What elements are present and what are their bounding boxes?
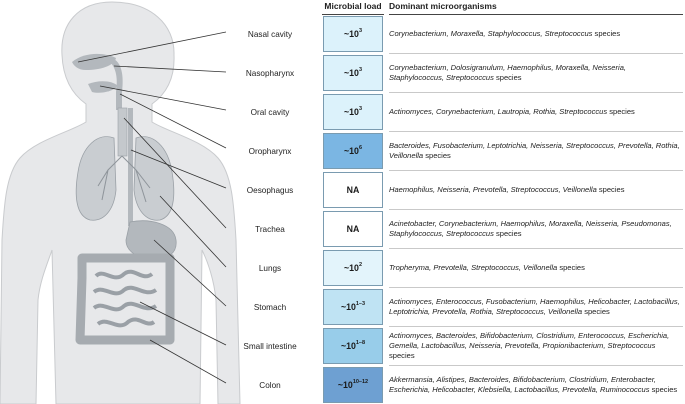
load-value: ~10 xyxy=(344,29,359,39)
row-divider xyxy=(389,209,683,210)
header-underline-organisms xyxy=(389,14,683,15)
organ-label-nasopharynx: Nasopharynx xyxy=(245,68,295,78)
microorganisms-small-intestine xyxy=(389,328,683,364)
load-value: NA xyxy=(346,185,360,195)
load-exponent: 3 xyxy=(358,67,362,73)
microorganisms-text xyxy=(389,63,683,83)
oesophagus-shape xyxy=(128,108,133,226)
species-suffix: species xyxy=(596,185,625,194)
microorganisms-text xyxy=(389,29,620,39)
load-value: NA xyxy=(346,224,360,234)
load-value: ~10 xyxy=(344,263,359,273)
microorganisms-text xyxy=(389,331,683,361)
genus-list: Bacteroides, Fusobacterium, Leptotrichia, Neisseria, Streptococcus, Prevotella, Rothia, Veillonella xyxy=(389,141,680,160)
load-exponent: 6 xyxy=(358,145,362,151)
microbial-load-nasopharynx xyxy=(323,55,383,91)
load-value: ~10 xyxy=(340,302,356,312)
genus-list: Actinomyces, Corynebacterium, Lautropia, Rothia, Streptococcus xyxy=(389,107,608,116)
microorganisms-text xyxy=(389,219,683,239)
load-exponent: 2 xyxy=(358,262,362,268)
microbial-load-nasal-cavity xyxy=(323,16,383,52)
genus-list: Corynebacterium, Dolosigranulum, Haemophilus, Moraxella, Neisseria, Staphylococcus, Streptococcus xyxy=(389,63,626,82)
microbial-load-small-intestine xyxy=(323,328,383,364)
organ-label-oropharynx: Oropharynx xyxy=(248,146,292,156)
load-exponent: 1–8 xyxy=(355,340,366,346)
species-suffix: species xyxy=(493,73,522,82)
trachea-shape xyxy=(118,108,127,156)
load-exponent: 1–3 xyxy=(355,301,366,307)
organ-label-trachea: Trachea xyxy=(255,224,285,234)
row-divider xyxy=(389,92,683,93)
microorganisms-stomach xyxy=(389,289,683,325)
load-exponent: 3 xyxy=(358,106,362,112)
row-divider xyxy=(389,326,683,327)
genus-list: Corynebacterium, Moraxella, Staphylococcus, Streptococcus xyxy=(389,29,593,38)
species-suffix: species xyxy=(423,151,451,160)
species-suffix: species xyxy=(592,29,621,38)
organ-label-oesophagus: Oesophagus xyxy=(246,185,294,195)
microorganisms-oral-cavity xyxy=(389,94,683,130)
genus-list: Actinomyces, Enterococcus, Fusobacterium, Haemophilus, Helicobacter, Lactobacillus, Leptotrichia, Prevotella, Rothia, Streptococcus, Veillonella xyxy=(389,297,680,316)
microorganisms-text xyxy=(389,107,635,117)
load-value: ~10 xyxy=(340,341,356,351)
organ-label-colon: Colon xyxy=(259,380,281,390)
species-suffix: species xyxy=(582,307,610,316)
load-value: ~10 xyxy=(344,146,359,156)
row-divider xyxy=(389,287,683,288)
organ-label-lungs: Lungs xyxy=(258,263,282,273)
genus-list: Acinetobacter, Corynebacterium, Haemophilus, Moraxella, Neisseria, Pseudomonas, Staphylococcus, Streptococcus xyxy=(389,219,672,238)
row-divider xyxy=(389,131,683,132)
row-divider xyxy=(389,170,683,171)
row-divider xyxy=(389,248,683,249)
microorganisms-oropharynx xyxy=(389,133,683,169)
genus-list: Haemophilus, Neisseria, Prevotella, Streptococcus, Veillonella xyxy=(389,185,597,194)
load-value: ~10 xyxy=(344,107,359,117)
species-suffix: species xyxy=(557,263,585,272)
microorganisms-trachea xyxy=(389,211,683,247)
microorganisms-text xyxy=(389,297,683,317)
species-suffix: species xyxy=(493,229,522,238)
species-suffix: species xyxy=(389,351,415,360)
microbial-load-trachea xyxy=(323,211,383,247)
header-underline-load xyxy=(322,14,384,15)
microorganisms-nasal-cavity xyxy=(389,16,683,52)
load-value: ~10 xyxy=(344,68,359,78)
organ-label-oral-cavity: Oral cavity xyxy=(250,107,290,117)
species-suffix: species xyxy=(649,385,678,394)
microorganisms-colon xyxy=(389,367,683,403)
microorganisms-lungs xyxy=(389,250,683,286)
organ-label-nasal-cavity: Nasal cavity xyxy=(247,29,293,39)
organ-label-stomach: Stomach xyxy=(253,302,287,312)
genus-list: Actinomyces, Bacteroides, Bifidobacterium, Clostridium, Enterococcus, Escherichia, Gemella, Lactobacillus, Neisseria, Prevotella, Propionibacterium, Streptococcus xyxy=(389,331,670,350)
row-divider xyxy=(389,365,683,366)
load-value: ~10 xyxy=(337,380,353,390)
microbial-load-oropharynx xyxy=(323,133,383,169)
microbial-load-oesophagus xyxy=(323,172,383,208)
species-suffix: species xyxy=(607,107,635,116)
header-dominant-microorganisms: Dominant microorganisms xyxy=(389,1,497,11)
load-exponent: 10–12 xyxy=(352,379,369,385)
microorganisms-text xyxy=(389,141,683,161)
microorganisms-text xyxy=(389,375,683,395)
microorganisms-nasopharynx xyxy=(389,55,683,91)
organ-label-small-intestine: Small intestine xyxy=(243,341,297,351)
header-microbial-load: Microbial load xyxy=(324,1,382,11)
microorganisms-text xyxy=(389,263,585,273)
microorganisms-oesophagus xyxy=(389,172,683,208)
microbial-load-lungs xyxy=(323,250,383,286)
microbial-load-colon xyxy=(323,367,383,403)
microbial-load-oral-cavity xyxy=(323,94,383,130)
load-exponent: 3 xyxy=(358,28,362,34)
microorganisms-text xyxy=(389,185,624,195)
genus-list: Akkermansia, Alistipes, Bacteroides, Bifidobacterium, Clostridium, Enterobacter, Escherichia, Helicobacter, Klebsiella, Lactobacillus, Prevotella, Ruminococcus xyxy=(389,375,656,394)
microbial-load-stomach xyxy=(323,289,383,325)
genus-list: Tropheryma, Prevotella, Streptococcus, Veillonella xyxy=(389,263,558,272)
row-divider xyxy=(389,53,683,54)
